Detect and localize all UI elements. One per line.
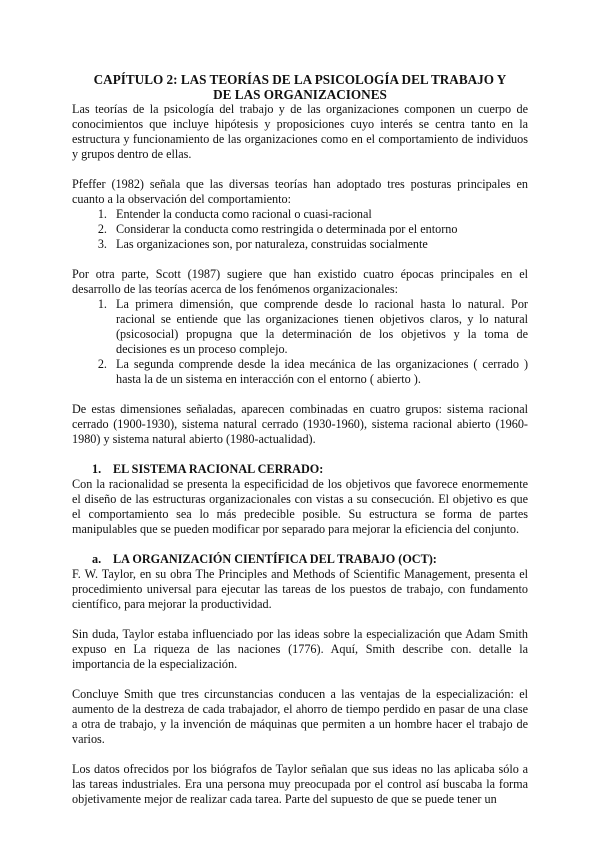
section-a-heading: [72, 552, 528, 567]
scott-list: [72, 297, 528, 387]
section-a-title: LA ORGANIZACIÓN CIENTÍFICA DEL TRABAJO (OCT):: [113, 552, 437, 566]
intro-paragraph: Las teorías de la psicología del trabajo y de las organizaciones componen un cuerpo de conocimientos que incluye hipótesis y proposiciones cuyo interés se centra tanto en la estructura y funcionamiento de las organizaciones como en el comportamiento de individuos y grupos dentro de ellas.: [72, 102, 528, 161]
chapter-title-line-2: DE LAS ORGANIZACIONES: [213, 87, 387, 102]
taylor-paragraph-2: Sin duda, Taylor estaba influenciado por las ideas sobre la especialización que Adam Smith expuso en La riqueza de las naciones (1776). Aquí, Smith describe con. detalle la importancia de la especialización.: [72, 627, 528, 671]
taylor-paragraph-4: Los datos ofrecidos por los biógrafos de Taylor señalan que sus ideas no las aplicaba sólo a las tareas industriales. Era una persona muy preocupada por el control así buscaba la forma objetivamente mejor de realizar cada tarea. Parte del supuesto de que se puede tener un: [72, 762, 528, 806]
taylor-paragraph-3: Concluye Smith que tres circunstancias conducen a las ventajas de la especialización: el aumento de la destreza de cada trabajador, el ahorro de tiempo perdido en pasar de una clase a otra de trabajo, y la invención de máquinas que permiten a un hombre hacer el trabajo de varios.: [72, 687, 528, 746]
section-1-title: EL SISTEMA RACIONAL CERRADO:: [113, 462, 324, 476]
pfeffer-paragraph: Pfeffer (1982) señala que las diversas teorías han adoptado tres posturas principales en cuanto a la observación del comportamiento:: [72, 177, 528, 206]
section-a-number: a.: [92, 552, 102, 566]
section-1-paragraph: Con la racionalidad se presenta la especificidad de los objetivos que favorece enormemente el diseño de las estructuras organizacionales con vistas a su consecución. El objetivo es que el comportamiento sea lo más predecible posible. Su estructura se forma de partes manipulables que se pueden modificar por separado para mejorar la eficiencia del conjunto.: [72, 477, 528, 536]
list-item: 2. Considerar la conducta como restringida o determinada por el entorno: [110, 222, 528, 237]
section-1-number: 1.: [92, 462, 102, 476]
scott-paragraph: Por otra parte, Scott (1987) sugiere que han existido cuatro épocas principales en el desarrollo de las teorías acerca de los fenómenos organizacionales:: [72, 267, 528, 296]
chapter-title-line-1: CAPÍTULO 2: LAS TEORÍAS DE LA PSICOLOGÍA DEL TRABAJO Y: [93, 72, 507, 87]
pfeffer-list: [72, 207, 528, 252]
list-item: 2. La segunda comprende desde la idea mecánica de las organizaciones ( cerrado ) hasta la de un sistema en interacción con el entorno ( abierto ).: [110, 357, 528, 387]
list-item: 1. La primera dimensión, que comprende desde lo racional hasta lo natural. Por racional se entiende que las organizaciones tienen objetivos claros, y lo natural (psicosocial) propugna que la determinación de los objetivos y la toma de decisiones es un proceso complejo.: [110, 297, 528, 357]
list-item: 1. Entender la conducta como racional o cuasi-racional: [110, 207, 528, 222]
chapter-title: [72, 72, 528, 102]
dimensions-paragraph: De estas dimensiones señaladas, aparecen combinadas en cuatro grupos: sistema racional cerrado (1900-1930), sistema natural cerrado (1930-1960), sistema racional abierto (1960-1980) y sistema natural abierto (1980-actualidad).: [72, 402, 528, 446]
taylor-paragraph-1: F. W. Taylor, en su obra The Principles and Methods of Scientific Management, presenta el procedimiento universal para ejecutar las tareas de los puestos de trabajo, con fundamento científico, para mejorar la productividad.: [72, 567, 528, 611]
list-item: 3. Las organizaciones son, por naturaleza, construidas socialmente: [110, 237, 528, 252]
section-1-heading: [72, 462, 528, 477]
